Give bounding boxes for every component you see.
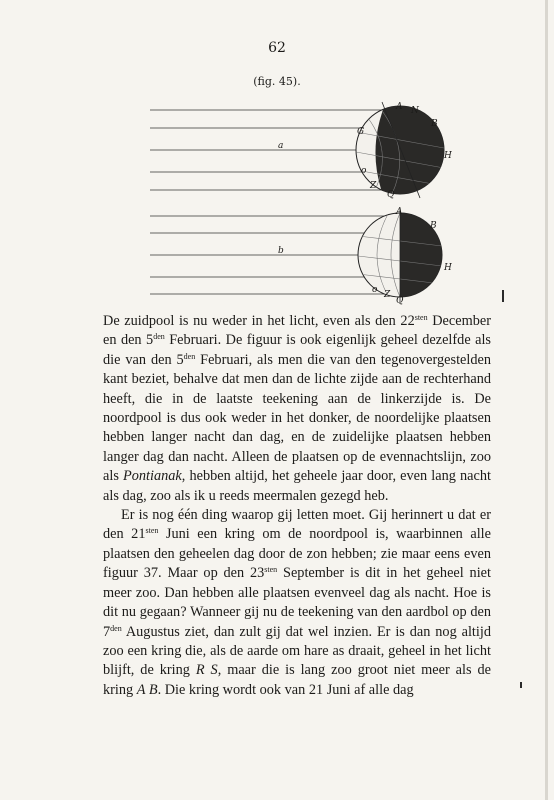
margin-mark: [502, 290, 504, 302]
figure-caption: (fig. 45).: [253, 75, 301, 88]
label-G-top: G: [357, 127, 365, 137]
label-H-bottom: H: [444, 263, 452, 273]
page-number: 62: [268, 40, 286, 56]
earth-illumination-figure: [130, 96, 450, 306]
label-Q-top: Q: [387, 190, 395, 200]
body-text: [103, 312, 491, 700]
label-H-top: H: [444, 151, 452, 161]
label-o-top: o: [361, 166, 367, 176]
label-B-bottom: B: [430, 221, 437, 231]
page-edge-shadow: [545, 0, 548, 800]
label-N-top: N: [411, 106, 419, 116]
label-b: b: [278, 246, 284, 256]
label-Q-bottom: Q: [396, 296, 404, 306]
label-B-top: B: [431, 119, 438, 129]
paragraph-2: Er is nog één ding waarop gij letten moet. Gij herinnert u dat er den $21^{sten}$ Juni een kring om de noordpool is, waarbinnen alle plaatsen den geheelen dag door de zon hebben; zie maar eens even figuur 37. Maar op den $23^{sten}$ September is dit in het geheel niet meer zoo. Dan hebben alle plaatsen evenveel dag als nacht. Hoe is dit nu gegaan? Wanneer gij nu de teekening van den aardbol op den $7^{den}$ Augustus ziet, dan zult gij dat wel inzien. Er is dan nog altijd zoo een kring die, als de aarde om hare as draait, geheel in het licht blijft, de kring R S, maar die is lang zoo groot niet meer als de kring A B. Die kring wordt ook van 21 Juni af alle dag: [103, 507, 491, 698]
label-o-bottom: o: [372, 285, 378, 295]
margin-mark-2: [520, 682, 522, 688]
label-Z-top: Z: [370, 181, 377, 191]
label-Z-bottom: Z: [384, 290, 391, 300]
paragraph-1: De zuidpool is nu weder in het licht, even als den $22^{sten}$ December en den $5^{den}$ Februari. De figuur is ook eigenlijk geheel dezelfde als die van den $5^{den}$ Februari, als men die van den tegenovergestelden kant beziet, behalve dat men dan de lichte zijde aan de rechterhand heeft, die in de laatste teekening aan de linkerzijde is. De noordpool is dus ook weder in het donker, de noordelijke plaatsen hebben langer nacht dan dag, en de zuidelijke plaatsen hebben langer dag dan nacht. Alleen de plaatsen op de evennachtslijn, zoo als Pontianak, hebben altijd, het geheele jaar door, even lang nacht als dag, zoo als ik u reeds meermalen gezegd heb.: [103, 313, 491, 504]
sun-rays-bottom: [150, 216, 392, 294]
label-A-bottom: A: [396, 207, 403, 217]
label-a: a: [278, 141, 284, 151]
label-A-top: A: [396, 102, 403, 112]
